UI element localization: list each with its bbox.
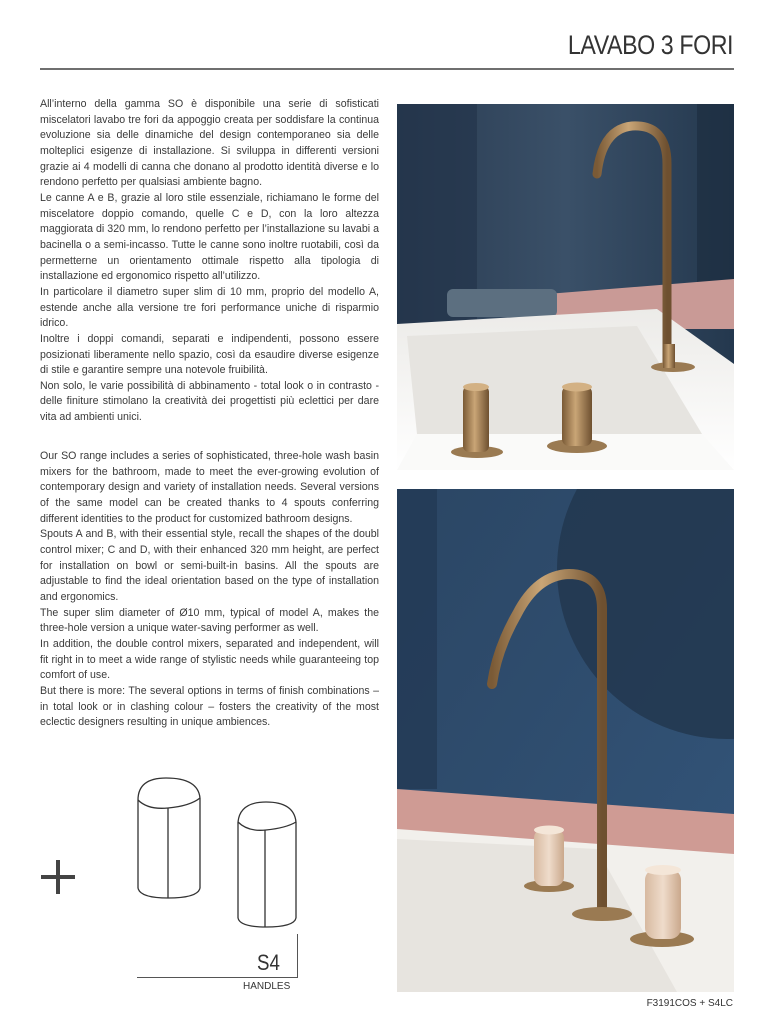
paragraph: Le canne A e B, grazie al loro stile essenziale, richiamano le forme del miscelatore doppio comando, quelle C e D, con la loro altezza maggiorata di 320 mm, lo rendono perfetto per l’installazione su lavabi a bacinella o a semi-incasso. Tutte le canne sono inoltre ruotabili, così da permetterne un orientamento ottimale rispetto alla tipologia di installazione ed ergonomico rispetto all’utilizzo.	[40, 191, 379, 283]
paragraph: Our SO range includes a series of sophisticated, three-hole wash basin mixers for the bathroom, made to meet the ever-growing evolution of contemporary design and variety of installation needs. Several versions of the same model can be created thanks to 4 spouts conferring different identities to the product for customized bathroom designs.	[40, 450, 379, 525]
paragraph: Inoltre i doppi comandi, separati e indipendenti, possono essere posizionati liberamente nello spazio, così da esaudire diverse esigenze di stile e garantire sempre una notevole fruibilità.	[40, 332, 379, 377]
paragraph: Spouts A and B, with their essential style, recall the shapes of the doubl control mixer; C and D, with their enhanced 320 mm height, are perfect for installation on bowl or semi-built-in basins. All the spouts are adjustable to find the ideal orientation based on the type of installation and ergonomics.	[40, 528, 379, 603]
handle-model-code: S4	[257, 950, 280, 975]
product-photo-top	[397, 104, 734, 470]
italian-description	[40, 97, 379, 426]
handle-caption: HANDLES	[243, 981, 291, 992]
paragraph: In addition, the double control mixers, separated and independent, will fit right in to meet a wide range of stylistic needs while guaranteeing top comfort of use.	[40, 637, 379, 682]
handle-divider-vertical	[297, 934, 298, 978]
plus-icon	[41, 860, 75, 894]
english-description	[40, 449, 379, 731]
title-divider	[40, 68, 734, 70]
handle-divider-horizontal	[137, 977, 297, 978]
paragraph: But there is more: The several options in terms of finish combinations – in total look or in clashing colour – fosters the creativity of the most eclectic designers resulting in unique ambiences.	[40, 684, 379, 729]
product-photo-bottom	[397, 489, 734, 992]
handles-line-drawing	[128, 770, 308, 930]
paragraph: The super slim diameter of Ø10 mm, typical of model A, makes the three-hole version a unique water-saving performer as well.	[40, 606, 379, 635]
paragraph: Non solo, le varie possibilità di abbinamento - total look o in contrasto - delle finiture stimolano la creatività dei progettisti più eclettici per dare vita ad ambienti unici.	[40, 379, 379, 424]
paragraph: In particolare il diametro super slim di 10 mm, proprio del modello A, estende anche alla versione tre fori performance uniche di risparmio idrico.	[40, 285, 379, 330]
product-code: F3191COS + S4LC	[646, 998, 733, 1009]
paragraph: All’interno della gamma SO è disponibile una serie di sofisticati miscelatori lavabo tre fori da appoggio creata per soddisfare la continua evoluzione sia delle dinamiche del design contemporaneo sia delle molteplici esigenze di installazione. Si sviluppa in differenti versioni grazie ai 4 modelli di canna che donano al prodotto identità diverse e lo rendono perfetto per qualsiasi ambiente bagno.	[40, 98, 379, 189]
page-title: LAVABO 3 FORI	[567, 30, 733, 60]
